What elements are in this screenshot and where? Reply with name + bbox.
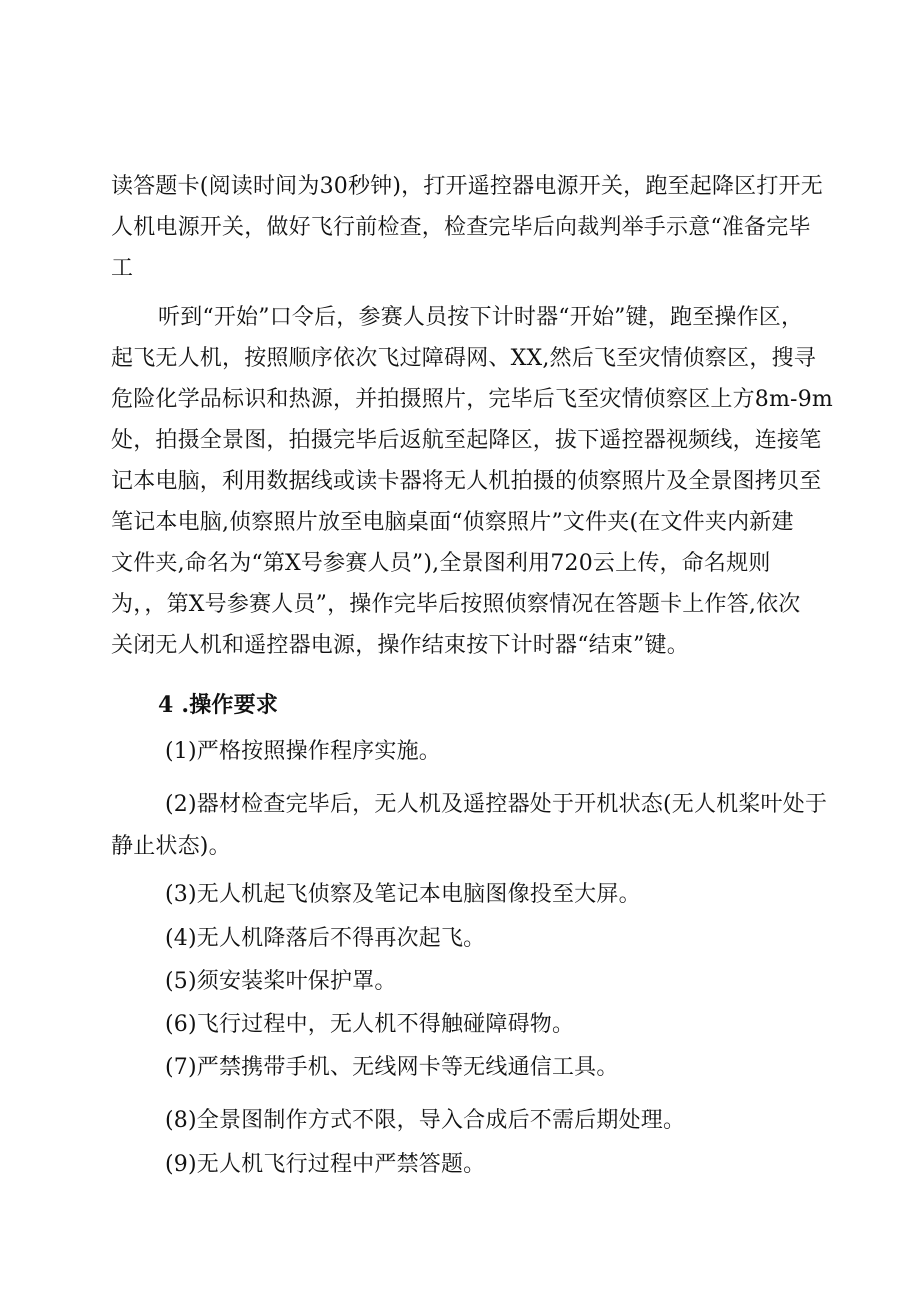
paragraph-2-line-1: 听到“开始”口令后，参赛人员按下计时器“开始”键，跑至操作区， <box>158 305 804 330</box>
paragraph-2-line-7: 文件夹,命名为“第X号参赛人员”),全景图利用720云上传，命名规则 <box>111 551 771 576</box>
requirement-9: (9)无人机飞行过程中严禁答题。 <box>165 1152 486 1177</box>
paragraph-2-line-6: 笔记本电脑,侦察照片放至电脑桌面“侦察照片”文件夹(在文件夹内新建 <box>111 510 794 535</box>
paragraph-1-line-3: 工 <box>111 256 134 281</box>
requirement-3: (3)无人机起飞侦察及笔记本电脑图像投至大屏。 <box>165 882 641 907</box>
paragraph-2-line-2: 起飞无人机，按照顺序依次飞过障碍网、XX,然后飞至灾情侦察区，搜寻 <box>111 346 816 371</box>
paragraph-1-line-2: 人机电源开关，做好飞行前检查，检查完毕后向裁判举手示意“准备完毕 <box>111 215 811 240</box>
requirement-6: (6)飞行过程中，无人机不得触碰障碍物。 <box>165 1012 575 1037</box>
requirement-2-line-1: (2)器材检查完毕后，无人机及遥控器处于开机状态(无人机桨叶处于 <box>165 792 828 817</box>
paragraph-2-line-9: 关闭无人机和遥控器电源，操作结束按下计时器“结束”键。 <box>111 633 689 658</box>
paragraph-2-line-3: 危险化学品标识和热源，并拍摄照片，完毕后飞至灾情侦察区上方8m-9m <box>111 387 833 412</box>
requirement-1: (1)严格按照操作程序实施。 <box>165 739 441 764</box>
paragraph-1-line-1: 读答题卡(阅读时间为30秒钟)，打开遥控器电源开关，跑至起降区打开无 <box>111 174 823 199</box>
requirement-2-line-2: 静止状态)。 <box>111 834 231 859</box>
requirement-5: (5)须安装桨叶保护罩。 <box>165 969 397 994</box>
paragraph-2-line-8: 为，，第X号参赛人员”，操作完毕后按照侦察情况在答题卡上作答,依次 <box>111 592 801 617</box>
paragraph-2-line-4: 处，拍摄全景图，拍摄完毕后返航至起降区，拔下遥控器视频线，连接笔 <box>111 428 822 453</box>
paragraph-2-line-5: 记本电脑，利用数据线或读卡器将无人机拍摄的侦察照片及全景图拷贝至 <box>111 469 822 494</box>
section-heading: 4 .操作要求 <box>158 692 279 718</box>
requirement-8: (8)全景图制作方式不限，导入合成后不需后期处理。 <box>165 1108 686 1133</box>
requirement-7: (7)严禁携带手机、无线网卡等无线通信工具。 <box>165 1055 619 1080</box>
requirement-4: (4)无人机降落后不得再次起飞。 <box>165 926 486 951</box>
